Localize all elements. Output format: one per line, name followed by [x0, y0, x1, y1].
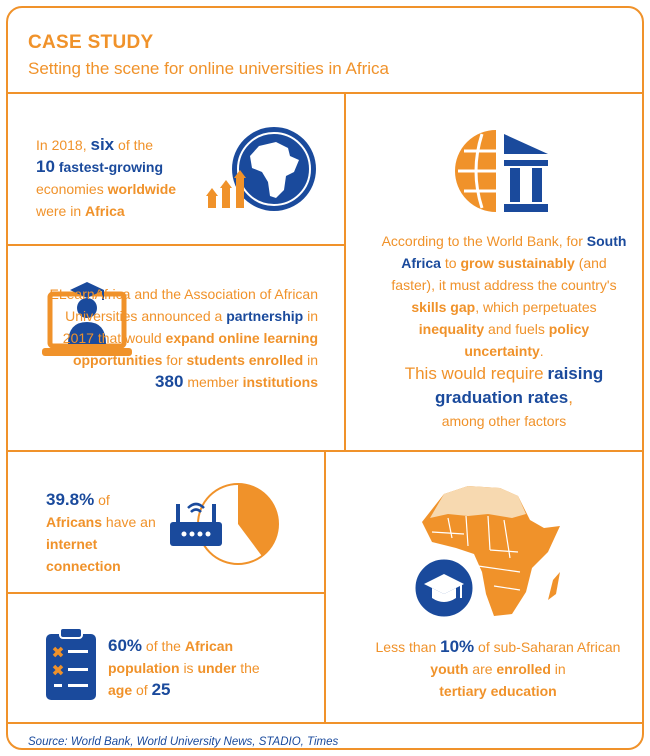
- internet-connection-text: 39.8% of Africans have an internet connection: [46, 490, 156, 574]
- world-bank-text: According to the World Bank, for South Africa to grow sustainably (and faster), it must address the country's skills gap, which perpetuates inequality and fuels policy uncertainty. This would require raising graduation rates, among other factors: [381, 233, 627, 429]
- divider: [344, 92, 346, 452]
- partnership-text: ELearnAfrica and the Association of African Universities announced a partnership in 2017 that would expand online learning opportunities for students enrolled in 380 member institutions: [49, 286, 318, 391]
- growth-arrows-icon: [206, 170, 246, 208]
- divider: [8, 244, 344, 246]
- bank-globe-icon: [448, 126, 558, 221]
- tertiary-enrollment-text: Less than 10% of sub-Saharan African youth are enrolled in tertiary education: [375, 637, 621, 699]
- source-note: Source: World Bank, World University News, STADIO, Times: [28, 736, 339, 748]
- africa-globe-icon: [204, 124, 324, 214]
- infographic-frame: [6, 6, 644, 750]
- fast-growing-economies-text: In 2018, six of the 10 fastest-growing economies worldwide were in Africa: [36, 135, 177, 219]
- case-study-title: CASE STUDY: [28, 32, 154, 53]
- africa-map-icon: [408, 476, 568, 622]
- divider: [8, 722, 644, 724]
- divider: [8, 450, 644, 452]
- divider: [324, 450, 326, 724]
- divider: [8, 592, 324, 594]
- page-subtitle: Setting the scene for online universities in Africa: [28, 59, 389, 78]
- graduation-cap-icon: [414, 558, 474, 618]
- router-icon: [166, 478, 286, 570]
- divider: [8, 92, 644, 94]
- checklist-icon: [42, 626, 102, 706]
- young-population-text: 60% of the African population is under the age of 25: [108, 636, 260, 699]
